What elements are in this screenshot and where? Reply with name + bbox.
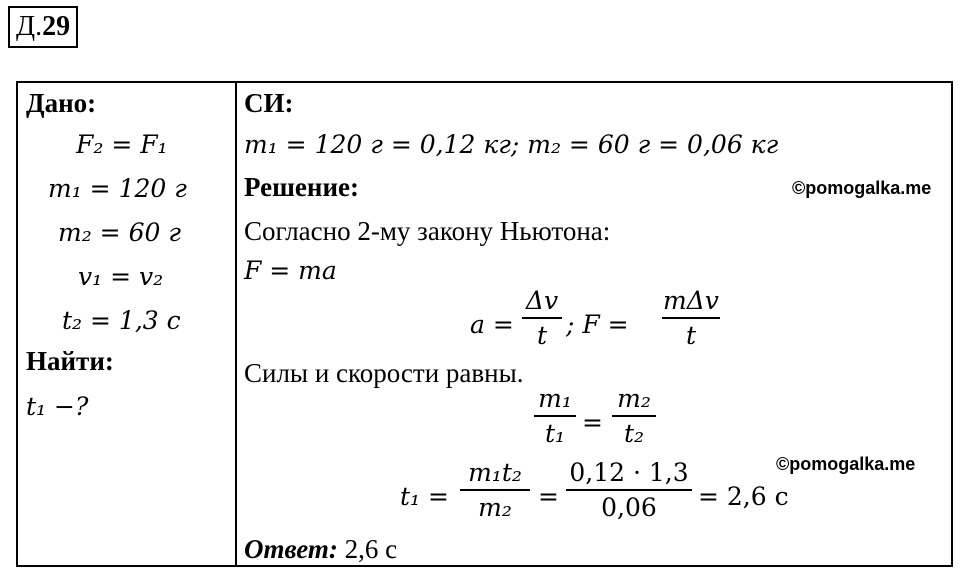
a-numerator: Δv bbox=[525, 286, 559, 315]
f-denominator: t bbox=[685, 321, 697, 350]
answer-label: Ответ: bbox=[244, 534, 338, 564]
given-line-3: m₂ = 60 г bbox=[58, 218, 181, 247]
t1-denominator: m₂ bbox=[478, 493, 512, 522]
f-lhs: ; F = bbox=[566, 310, 629, 339]
r1-denominator: t₁ bbox=[544, 419, 566, 448]
fraction-bar bbox=[612, 415, 656, 417]
fraction-m2-t2 bbox=[612, 384, 656, 448]
r1-numerator: m₁ bbox=[538, 384, 572, 413]
fraction-a bbox=[522, 286, 562, 350]
watermark-top: ©pomogalka.me bbox=[792, 178, 932, 198]
find-value: t₁ −? bbox=[26, 392, 89, 421]
badge-prefix: Д. bbox=[16, 11, 43, 42]
badge-number: 29 bbox=[42, 11, 71, 42]
a-denominator: t bbox=[536, 321, 548, 350]
solution-heading: Решение: bbox=[244, 172, 359, 202]
t1-numeric-denominator: 0,06 bbox=[601, 493, 657, 522]
given-line-5: t₂ = 1,3 с bbox=[62, 306, 181, 335]
fraction-t1-numeric bbox=[566, 458, 692, 522]
t1-numerator: m₁t₂ bbox=[468, 458, 522, 487]
r2-numerator: m₂ bbox=[617, 384, 651, 413]
newton-law-text: Согласно 2-му закону Ньютона: bbox=[244, 216, 611, 246]
column-divider bbox=[235, 83, 237, 565]
fraction-bar bbox=[534, 415, 576, 417]
given-line-4: v₁ = v₂ bbox=[78, 262, 164, 291]
given-heading: Дано: bbox=[26, 88, 97, 118]
fraction-bar bbox=[460, 489, 530, 491]
fraction-m1-t1 bbox=[534, 384, 576, 448]
problem-number-badge bbox=[8, 6, 78, 48]
fraction-bar bbox=[566, 489, 692, 491]
t1-result: = 2,6 с bbox=[698, 482, 789, 511]
watermark-bottom: ©pomogalka.me bbox=[776, 454, 916, 474]
given-line-2: m₁ = 120 г bbox=[48, 174, 187, 203]
fraction-f bbox=[662, 286, 720, 350]
f-numerator: mΔv bbox=[663, 286, 719, 315]
fraction-t1-symbolic bbox=[460, 458, 530, 522]
newton-formula: F = ma bbox=[244, 256, 337, 285]
si-heading: СИ: bbox=[244, 88, 294, 118]
equals-sign: = bbox=[582, 408, 603, 437]
equal-forces-text: Силы и скорости равны. bbox=[244, 358, 524, 388]
r2-denominator: t₂ bbox=[623, 419, 645, 448]
equals-sign-2: = bbox=[538, 482, 559, 511]
find-heading: Найти: bbox=[26, 346, 114, 376]
given-line-1: F₂ = F₁ bbox=[76, 130, 168, 159]
t1-lhs: t₁ = bbox=[400, 482, 449, 511]
fraction-bar bbox=[522, 317, 562, 319]
answer-value: 2,6 с bbox=[344, 534, 398, 564]
answer-line bbox=[244, 534, 397, 565]
a-lhs: a = bbox=[470, 310, 514, 339]
si-conversion-line: m₁ = 120 г = 0,12 кг; m₂ = 60 г = 0,06 кг bbox=[244, 130, 779, 159]
fraction-bar bbox=[662, 317, 720, 319]
t1-numeric-numerator: 0,12 · 1,3 bbox=[569, 458, 689, 487]
